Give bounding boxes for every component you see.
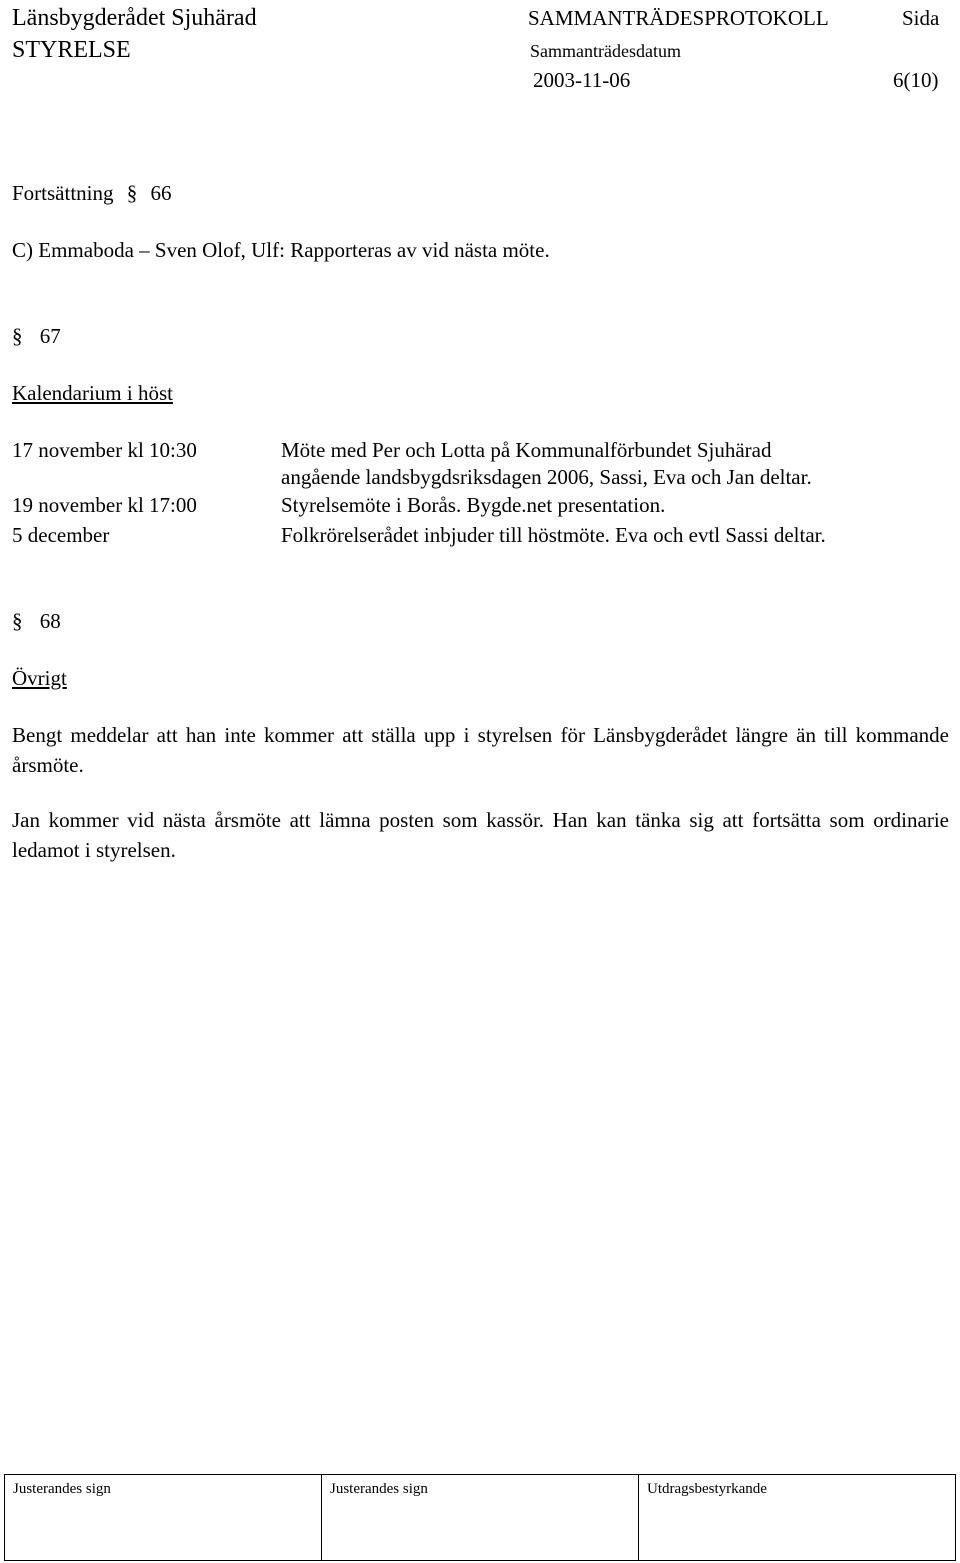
signature-cell-1[interactable]	[5, 1475, 322, 1560]
emmaboda-item: C) Emmaboda – Sven Olof, Ulf: Rapporteras av vid nästa möte.	[12, 238, 550, 262]
calendar-date: 17 november kl 10:30	[12, 438, 197, 462]
board-name: STYRELSE	[12, 37, 131, 63]
signature-table	[4, 1474, 956, 1561]
date-label: Sammanträdesdatum	[530, 41, 681, 61]
paragraph-jan: Jan kommer vid nästa årsmöte att lämna posten som kassör. Han kan tänka sig att fortsätta som ordinarie ledamot i styrelsen.	[12, 808, 949, 862]
signature-cell-2[interactable]	[322, 1475, 639, 1560]
section-67-heading	[12, 326, 61, 347]
signature-label: Justerandes sign	[330, 1481, 428, 1497]
paragraph-bengt: Bengt meddelar att han inte kommer att ställa upp i styrelsen för Länsbygderådet längre än till kommande årsmöte.	[12, 723, 949, 777]
section-symbol: §	[12, 609, 23, 633]
calendar-description: angående landsbygdsriksdagen 2006, Sassi, Eva och Jan deltar.	[281, 465, 812, 489]
organization-name: Länsbygderådet Sjuhärad	[12, 5, 257, 31]
page-label: Sida	[902, 6, 940, 30]
continuation-label: Fortsättning	[12, 181, 114, 205]
page-number: 6(10)	[893, 68, 939, 92]
document-type: SAMMANTRÄDESPROTOKOLL	[528, 6, 829, 30]
section-68-title: Övrigt	[12, 666, 67, 690]
calendar-date: 19 november kl 17:00	[12, 493, 197, 517]
section-67-title: Kalendarium i höst	[12, 381, 173, 405]
certification-label: Utdragsbestyrkande	[647, 1481, 767, 1497]
section-68-heading	[12, 611, 61, 632]
calendar-description: Möte med Per och Lotta på Kommunalförbundet Sjuhärad	[281, 438, 772, 462]
section-symbol: §	[12, 324, 23, 348]
section-symbol: §	[126, 181, 138, 205]
signature-label: Justerandes sign	[13, 1481, 111, 1497]
calendar-description: Styrelsemöte i Borås. Bygde.net presentation.	[281, 493, 666, 517]
section-68-number: 68	[39, 609, 61, 633]
meeting-date: 2003-11-06	[533, 68, 631, 92]
continuation-section-number: 66	[150, 181, 172, 205]
section-67-number: 67	[39, 324, 61, 348]
continuation-line	[12, 183, 172, 204]
calendar-description: Folkrörelserådet inbjuder till höstmöte. Eva och evtl Sassi deltar.	[281, 523, 826, 547]
calendar-date: 5 december	[12, 523, 110, 547]
certification-cell[interactable]	[639, 1475, 955, 1560]
